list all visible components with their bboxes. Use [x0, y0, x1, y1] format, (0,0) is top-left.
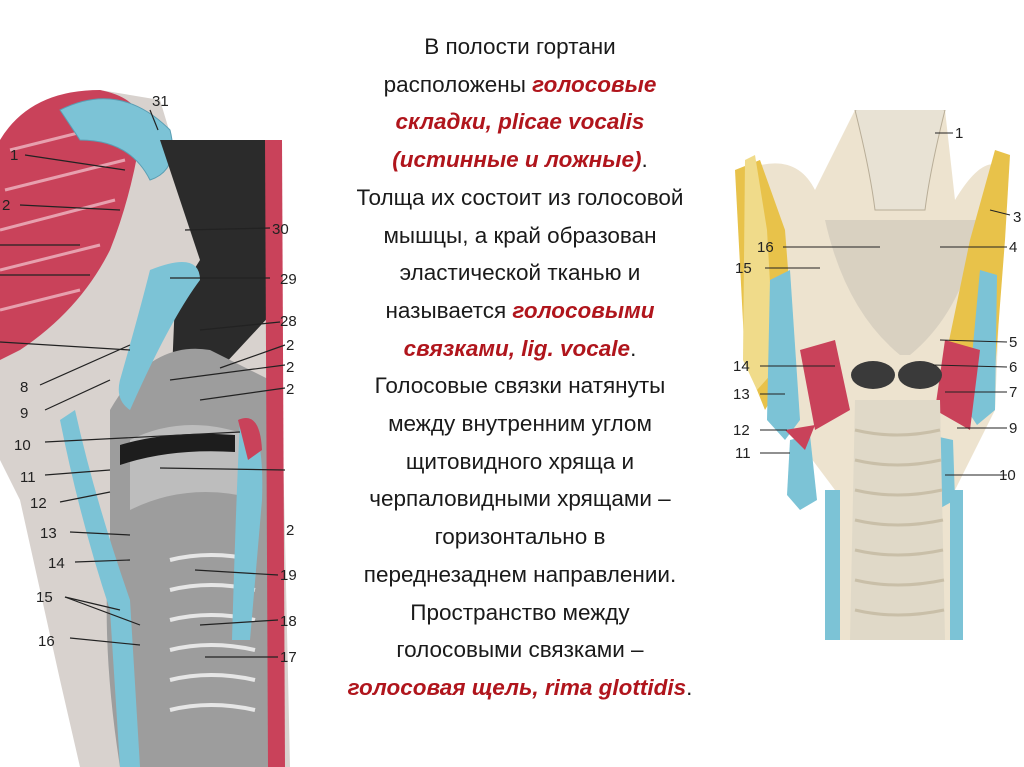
emphasis-term: складки, plicae vocalis [395, 109, 645, 135]
label-29: 29 [280, 271, 297, 288]
text-line: горизонтально в [434, 524, 606, 550]
label-13: 13 [733, 386, 750, 403]
label-15: 15 [36, 589, 53, 606]
label-4: 4 [1009, 239, 1018, 256]
label-7: 7 [1009, 384, 1018, 401]
label-16: 16 [757, 239, 774, 256]
label-2-b: 2 [286, 359, 295, 376]
label-10: 10 [14, 437, 31, 454]
emphasis-term: голосовыми [512, 297, 655, 323]
text-line: между внутренним углом [388, 411, 652, 437]
label-9: 9 [1009, 420, 1018, 437]
label-3: 3 [1013, 209, 1022, 226]
larynx-sagittal-illustration [0, 80, 300, 767]
label-11: 11 [20, 469, 36, 486]
larynx-frontal-illustration [705, 110, 1024, 650]
label-28: 28 [280, 313, 297, 330]
text-line: черпаловидными хрящами – [369, 486, 671, 512]
text-block [300, 28, 740, 707]
label-18: 18 [280, 613, 297, 630]
label-2: 2 [2, 197, 11, 214]
emphasis-term: голосовые [532, 71, 657, 97]
text-line: Голосовые связки натянуты [374, 373, 666, 399]
label-5: 5 [1009, 334, 1018, 351]
emphasis-term: связками, lig. vocale [403, 335, 631, 361]
label-10: 10 [999, 467, 1016, 484]
label-8: 8 [20, 379, 29, 396]
text-line: (истинные и ложные). [392, 147, 648, 173]
text-line: голосовыми связками – [396, 637, 644, 663]
label-30: 30 [272, 221, 289, 238]
label-19: 19 [280, 567, 297, 584]
label-2-a: 2 [286, 337, 295, 354]
label-2-c: 2 [286, 381, 295, 398]
text-line: называется голосовыми [385, 297, 655, 323]
label-12: 12 [30, 495, 47, 512]
label-14: 14 [48, 555, 65, 572]
label-11: 11 [735, 445, 751, 462]
label-2-d: 2 [286, 522, 295, 539]
label-15: 15 [735, 260, 752, 277]
label-12: 12 [733, 422, 750, 439]
label-1: 1 [955, 125, 964, 142]
text-line: связками, lig. vocale. [403, 335, 637, 361]
emphasis-term: голосовая щель, rima glottidis [347, 674, 687, 700]
text-line: Толща их состоит из голосовой [356, 184, 684, 210]
label-6: 6 [1009, 359, 1018, 376]
text-line: эластической тканью и [399, 260, 641, 286]
text-line [300, 103, 740, 141]
text-line: расположены голосовые [383, 71, 657, 97]
text-line: мышцы, а край образован [383, 222, 657, 248]
text-line: переднезаднем направлении. [363, 561, 677, 587]
text-line: Пространство между [410, 599, 630, 625]
text-line: голосовая щель, rima glottidis. [347, 674, 693, 700]
label-31: 31 [152, 93, 169, 110]
label-16: 16 [38, 633, 55, 650]
text-line: В полости гортани [424, 34, 616, 59]
emphasis-term: (истинные и ложные) [392, 147, 642, 173]
text-line: щитовидного хряща и [405, 448, 635, 474]
label-13: 13 [40, 525, 57, 542]
label-1: 1 [10, 147, 19, 164]
label-14: 14 [733, 358, 750, 375]
label-9: 9 [20, 405, 29, 422]
label-17: 17 [280, 649, 297, 666]
